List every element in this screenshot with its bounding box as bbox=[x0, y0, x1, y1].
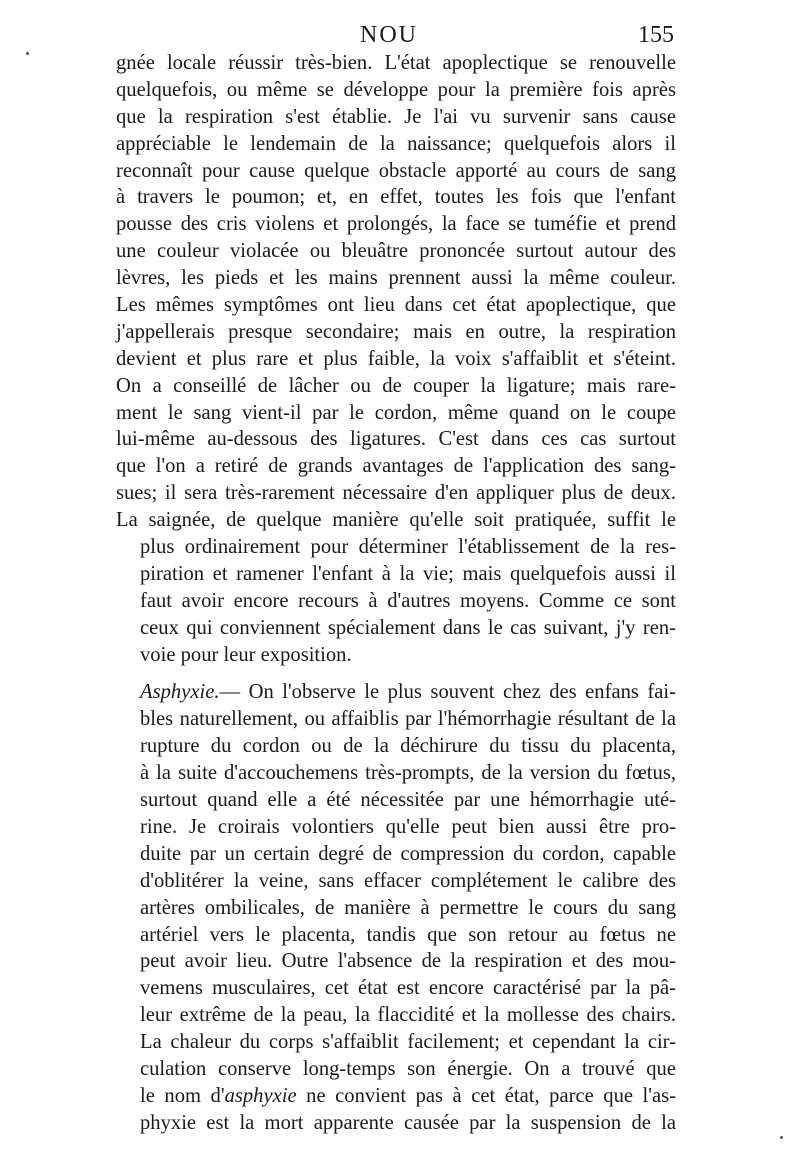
text-line: duite par un certain degré de compression du cordon, capable bbox=[140, 842, 676, 865]
paragraph-apoplexy bbox=[116, 50, 676, 679]
text-line: leur extrême de la peau, la flaccidité et la mollesse des chairs. bbox=[140, 1004, 676, 1027]
text-line: phyxie est la mort apparente causée par la suspension de la bbox=[140, 1111, 676, 1134]
text-line: artères ombilicales, de manière à permettre le cours du sang bbox=[140, 896, 676, 919]
text-line: ment le sang vient-il par le cordon, même quand on le coupe bbox=[116, 401, 676, 424]
text-line: devient et plus rare et plus faible, la voix s'affaiblit et s'éteint. bbox=[116, 347, 676, 370]
text-line: lui-même au-dessous des ligatures. C'est dans ces cas surtout bbox=[116, 428, 676, 451]
text-line: pousse des cris violens et prolongés, la face se tuméfie et prend bbox=[116, 213, 676, 236]
text-line: La saignée, de quelque manière qu'elle soit pratiquée, suffit le bbox=[116, 509, 676, 532]
text-line: d'oblitérer la veine, sans effacer complétement le calibre des bbox=[140, 869, 676, 892]
text-line: rine. Je croirais volontiers qu'elle peut bien aussi être pro- bbox=[140, 815, 676, 838]
text-line: à travers le poumon; et, en effet, toutes les fois que l'enfant bbox=[116, 186, 676, 209]
text-segment: — On l'observe le plus souvent chez des enfans fai- bbox=[219, 681, 676, 704]
text-line: que l'on a retiré de grands avantages de l'application des sang- bbox=[116, 455, 676, 478]
text-line: La chaleur du corps s'affaiblit facilement; et cependant la cir- bbox=[140, 1031, 676, 1054]
text-line: appréciable le lendemain de la naissance; quelquefois alors il bbox=[116, 132, 676, 155]
text-line: peut avoir lieu. Outre l'absence de la respiration et des mou- bbox=[140, 950, 676, 973]
text-line: faut avoir encore recours à d'autres moyens. Comme ce sont bbox=[140, 589, 676, 612]
text-line: vemens musculaires, cet état est encore caractérisé par la pâ- bbox=[140, 977, 676, 1000]
text-line bbox=[116, 1083, 676, 1110]
text-line: j'appellerais presque secondaire; mais en outre, la respiration bbox=[116, 320, 676, 343]
text-line: surtout quand elle a été nécessitée par une hémorrhagie uté- bbox=[140, 789, 676, 812]
text-line: plus ordinairement pour déterminer l'établissement de la res- bbox=[140, 536, 676, 559]
text-line: bles naturellement, ou affaiblis par l'hémorrhagie résultant de la bbox=[140, 708, 676, 731]
text-line bbox=[116, 679, 676, 706]
text-line: culation conserve long-temps son énergie. On a trouvé que bbox=[140, 1057, 676, 1080]
text-line: reconnaît pour cause quelque obstacle apporté au cours de sang bbox=[116, 159, 676, 182]
text-line: artériel vers le placenta, tandis que son retour au fœtus ne bbox=[140, 923, 676, 946]
text-line: quelquefois, ou même se développe pour la première fois après bbox=[116, 78, 676, 101]
text-segment: ne convient pas à cet état, parce que l'as- bbox=[296, 1084, 676, 1107]
inline-term: asphyxie bbox=[224, 1084, 297, 1107]
text-line: gnée locale réussir très-bien. L'état apoplectique se renouvelle bbox=[116, 52, 676, 74]
text-line: voie pour leur exposition. bbox=[140, 643, 352, 666]
page-header bbox=[118, 18, 678, 52]
running-title: NOU bbox=[360, 22, 418, 48]
text-line: que la respiration s'est établie. Je l'ai vu survenir sans cause bbox=[116, 105, 676, 128]
text-line: lèvres, les pieds et les mains prennent aussi la même couleur. bbox=[116, 267, 676, 290]
text-body bbox=[116, 50, 676, 1137]
text-line: ceux qui conviennent spécialement dans le cas suivant, j'y ren- bbox=[140, 616, 676, 639]
text-line: On a conseillé de lâcher ou de couper la ligature; mais rare- bbox=[116, 374, 676, 397]
text-line: piration et ramener l'enfant à la vie; mais quelquefois aussi il bbox=[140, 562, 676, 585]
section-term: Asphyxie. bbox=[140, 681, 220, 704]
print-speck bbox=[780, 1136, 783, 1139]
text-segment: le nom d' bbox=[140, 1084, 225, 1107]
text-line: une couleur violacée ou bleuâtre prononcée surtout autour des bbox=[116, 240, 676, 263]
text-line: sues; il sera très-rarement nécessaire d'en appliquer plus de deux. bbox=[116, 482, 676, 505]
text-line: rupture du cordon ou de la déchirure du tissu du placenta, bbox=[140, 735, 676, 758]
print-speck bbox=[26, 52, 29, 55]
paragraph-asphyxia bbox=[116, 679, 676, 1136]
text-line: Les mêmes symptômes ont lieu dans cet état apoplectique, que bbox=[116, 294, 676, 317]
text-line: à la suite d'accouchemens très-prompts, de la version du fœtus, bbox=[140, 762, 676, 785]
page-number: 155 bbox=[638, 22, 674, 48]
